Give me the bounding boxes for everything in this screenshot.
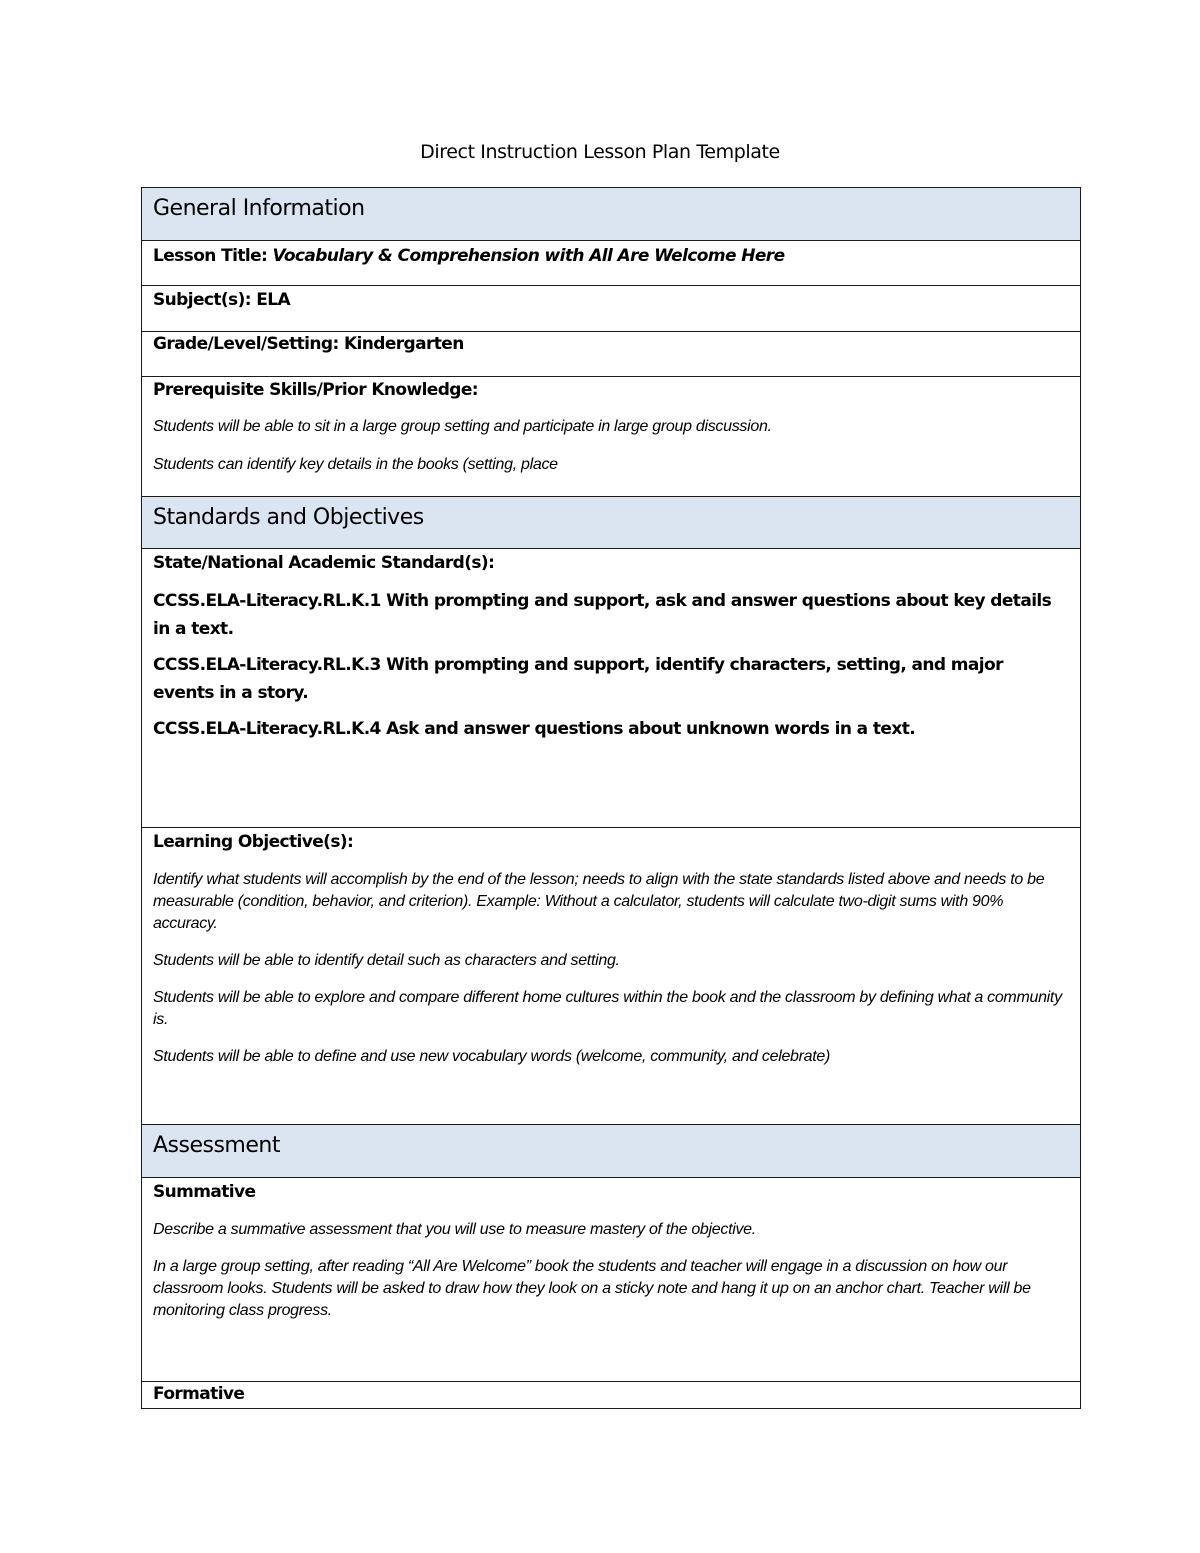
standard-item: CCSS.ELA-Literacy.RL.K.4 Ask and answer questions about unknown words in a text. xyxy=(153,719,916,739)
objectives-label: Learning Objective(s): xyxy=(153,832,354,852)
objective-line: Students will be able to explore and compare different home cultures within the book and the classroom by defining what a community is. xyxy=(153,989,1062,1028)
summative-label: Summative xyxy=(153,1182,256,1202)
section-title: Assessment xyxy=(153,1133,280,1158)
objective-line: Students will be able to define and use new vocabulary words (welcome, community, and celebrate) xyxy=(153,1048,831,1065)
section-title: General Information xyxy=(153,196,365,221)
summative-line: In a large group setting, after reading “All Are Welcome” book the students and teacher will engage in a discussion on how our classroom looks. Students will be asked to draw how they look on a sticky note and hang it up on an anchor chart. Teacher will be monitoring class progress. xyxy=(153,1258,1031,1319)
document-title: Direct Instruction Lesson Plan Template xyxy=(420,141,780,163)
standards-row xyxy=(142,549,1080,828)
section-header-assessment xyxy=(142,1125,1080,1178)
prereq-row xyxy=(142,377,1080,497)
lesson-title-row xyxy=(142,241,1080,286)
summative-row xyxy=(142,1178,1080,1382)
objectives-row xyxy=(142,828,1080,1125)
section-title: Standards and Objectives xyxy=(153,505,424,530)
prereq-line: Students will be able to sit in a large group setting and participate in large group discussion. xyxy=(153,418,772,435)
prereq-label: Prerequisite Skills/Prior Knowledge: xyxy=(153,380,478,400)
subjects-field: Subject(s): ELA xyxy=(153,290,291,310)
objective-line: Students will be able to identify detail such as characters and setting. xyxy=(153,952,620,969)
formative-label: Formative xyxy=(153,1384,245,1404)
lesson-title-value: Vocabulary & Comprehension with All Are Welcome Here xyxy=(272,246,785,266)
lesson-title-field xyxy=(153,246,1066,266)
subjects-row xyxy=(142,286,1080,332)
standard-item: CCSS.ELA-Literacy.RL.K.1 With prompting and support, ask and answer questions about key details in a text. xyxy=(153,591,1052,639)
lesson-title-label: Lesson Title: xyxy=(153,246,273,266)
section-header-general xyxy=(142,188,1080,241)
summative-line: Describe a summative assessment that you will use to measure mastery of the objective. xyxy=(153,1221,756,1238)
section-header-standards xyxy=(142,497,1080,549)
objective-line: Identify what students will accomplish by the end of the lesson; needs to align with the state standards listed above and needs to be measurable (condition, behavior, and criterion). Example: Without a calculator, students will calculate two-digit sums with 90% accuracy. xyxy=(153,871,1045,932)
prereq-line: Students can identify key details in the books (setting, place xyxy=(153,456,558,473)
grade-row xyxy=(142,332,1080,377)
formative-row xyxy=(142,1382,1080,1408)
grade-field: Grade/Level/Setting: Kindergarten xyxy=(153,334,464,354)
standard-item: CCSS.ELA-Literacy.RL.K.3 With prompting and support, identify characters, setting, and major events in a story. xyxy=(153,655,1003,703)
lesson-plan-table xyxy=(141,187,1081,1409)
standards-label: State/National Academic Standard(s): xyxy=(153,553,495,573)
